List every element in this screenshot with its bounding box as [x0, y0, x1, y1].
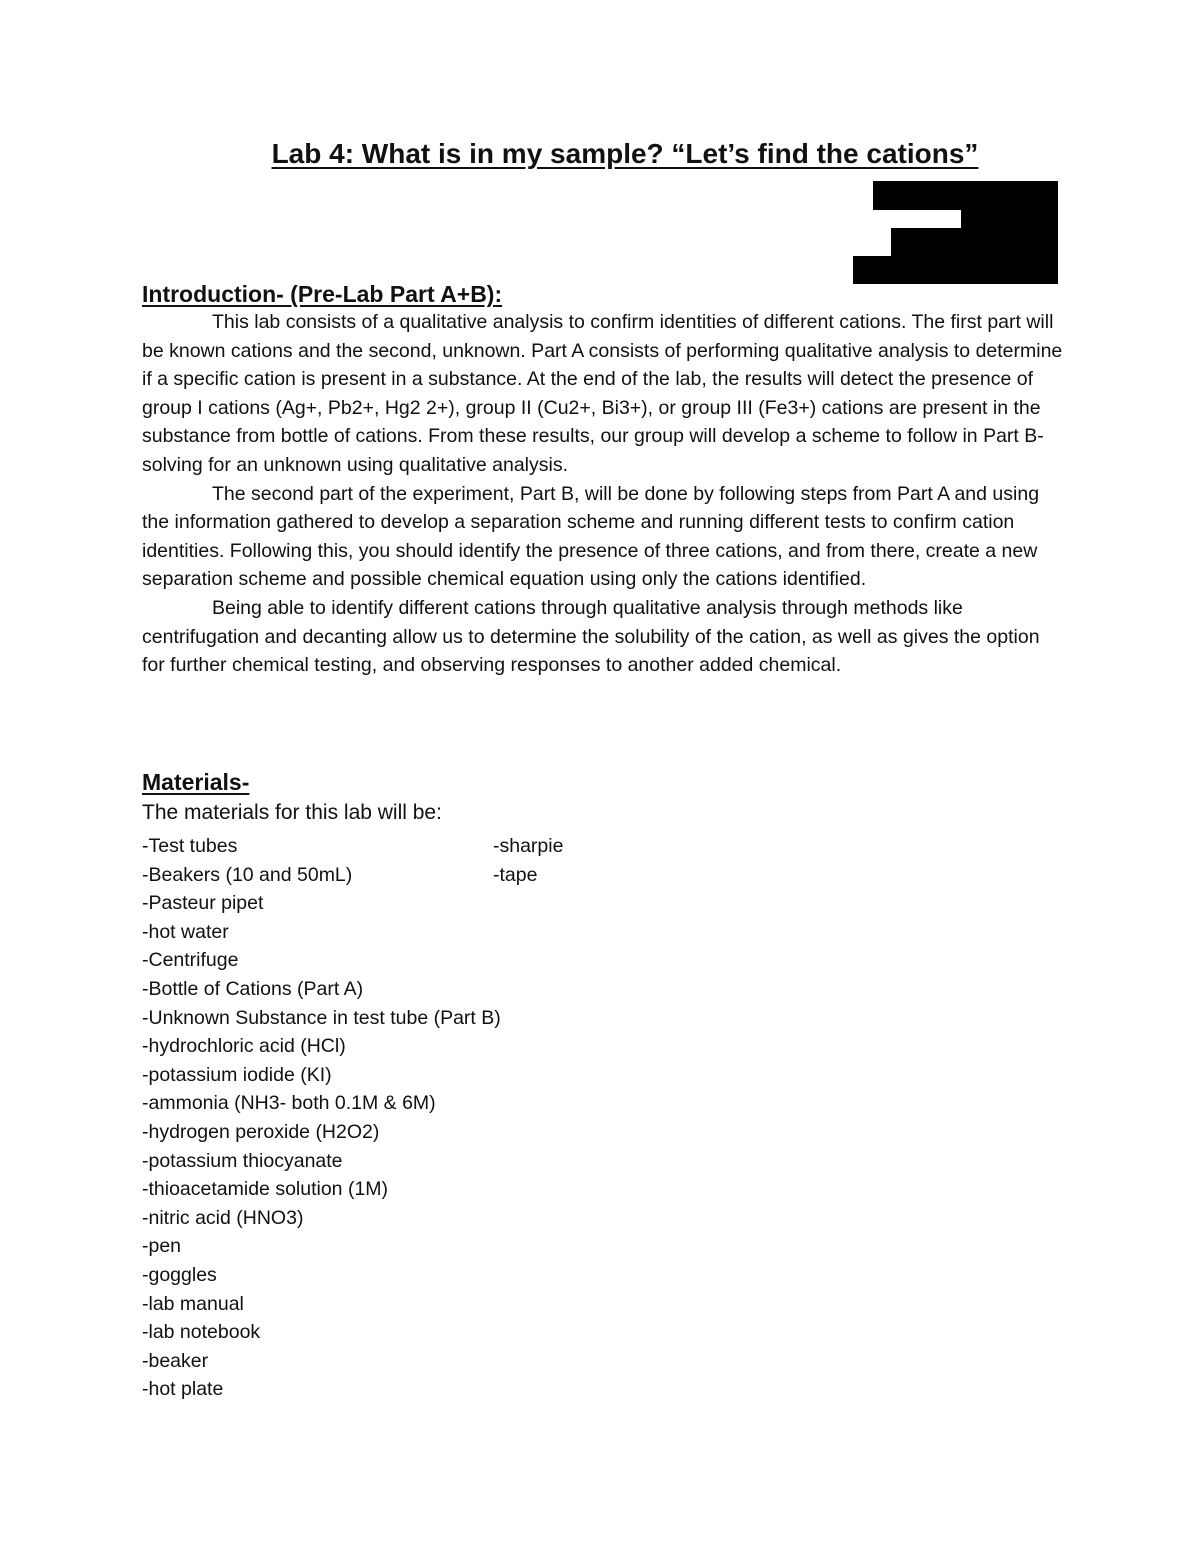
intro-paragraph-1: This lab consists of a qualitative analysis to confirm identities of different cations. The first part will be known cations and the second, unknown. Part A consists of performing qualitative analysis to determine if a specific cation is present in a substance. At the end of the lab, the results will detect the presence of group I cations (Ag+, Pb2+, Hg2 2+), group II (Cu2+, Bi3+), or group III (Fe3+) cations are present in the substance from bottle of cations. From these results, our group will develop a scheme to follow in Part B- solving for an unknown using qualitative analysis. — [142, 311, 1063, 476]
list-item: -lab notebook — [142, 1321, 261, 1344]
list-item: -hot water — [142, 920, 229, 943]
document-title: Lab 4: What is in my sample? “Let’s find the cations” — [271, 138, 979, 169]
list-item: -Pasteur pipet — [142, 892, 264, 915]
list-item: -beaker — [142, 1349, 209, 1372]
materials-list-col1 — [142, 832, 501, 1404]
list-item: -potassium iodide (KI) — [142, 1063, 332, 1086]
list-item: -goggles — [142, 1263, 217, 1286]
list-item: -tape — [493, 863, 538, 886]
list-item: -hydrochloric acid (HCl) — [142, 1035, 346, 1058]
list-item: -Bottle of Cations (Part A) — [142, 977, 364, 1000]
list-item: -lab manual — [142, 1292, 244, 1315]
list-item: -nitric acid (HNO3) — [142, 1206, 304, 1229]
intro-paragraph-2: The second part of the experiment, Part B, will be done by following steps from Part A and using the information gathered to develop a separation scheme and running different tests to confirm cation identities. Following this, you should identify the presence of three cations, and from there, create a new separation scheme and possible chemical equation using only the cations identified. — [142, 482, 1040, 591]
list-item: -Centrifuge — [142, 949, 239, 972]
list-item: -ammonia (NH3- both 0.1M & 6M) — [142, 1092, 436, 1115]
list-item: -hot plate — [142, 1378, 224, 1401]
list-item: -potassium thiocyanate — [142, 1149, 343, 1172]
list-item: -Beakers (10 and 50mL) — [142, 863, 353, 886]
intro-paragraph-3: Being able to identify different cations through qualitative analysis through methods like centrifugation and decanting allow us to determine the solubility of the cation, as well as gives the option for further chemical testing, and observing responses to another added chemical. — [142, 596, 1040, 677]
list-item: -hydrogen peroxide (H2O2) — [142, 1120, 380, 1143]
redaction-block — [873, 181, 1058, 284]
list-item: -Test tubes — [142, 835, 238, 857]
introduction-body — [142, 308, 1067, 680]
list-item: -pen — [142, 1235, 182, 1258]
list-item: -Unknown Substance in test tube (Part B) — [142, 1006, 501, 1029]
materials-list-col2 — [493, 832, 563, 889]
materials-heading: Materials- — [142, 769, 250, 795]
materials-intro: The materials for this lab will be: — [142, 801, 442, 824]
list-item: -thioacetamide solution (1M) — [142, 1178, 389, 1201]
redaction-notch — [873, 210, 961, 228]
redaction-notch-lower — [873, 228, 891, 256]
redaction-block-step — [853, 256, 875, 284]
introduction-heading: Introduction- (Pre-Lab Part A+B): — [142, 281, 503, 307]
list-item: -sharpie — [493, 835, 564, 857]
